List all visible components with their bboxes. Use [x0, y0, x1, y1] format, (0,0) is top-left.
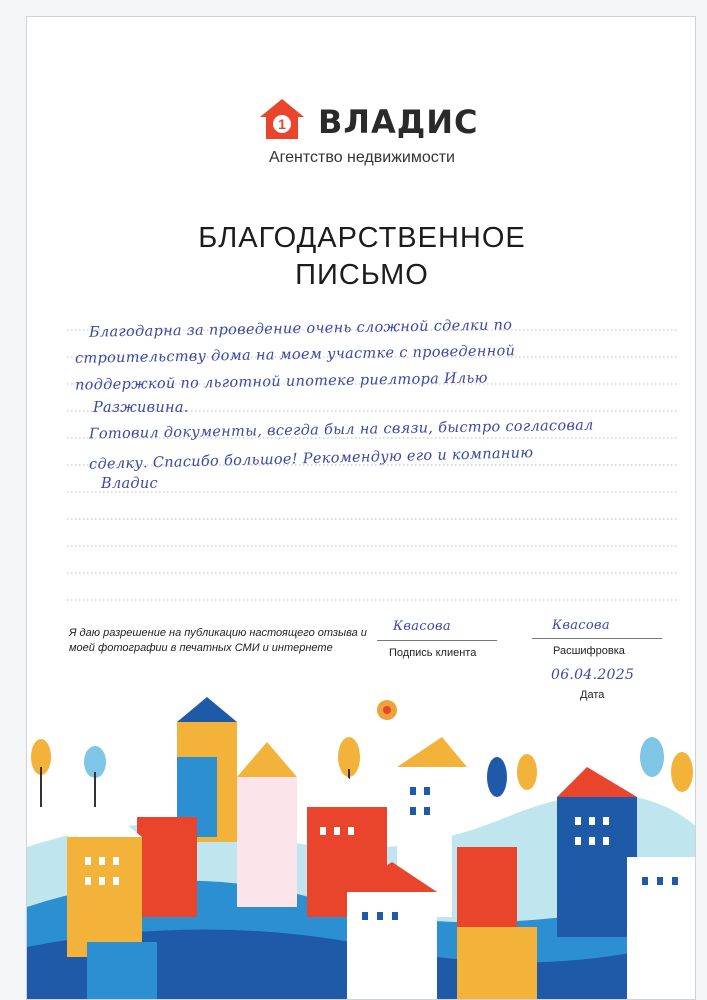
title-line-2: ПИСЬМО — [295, 259, 429, 291]
logo-digit: 1 — [278, 116, 286, 132]
date-label: Дата — [580, 689, 605, 701]
consent-text: Я даю разрешение на публикацию настоящего отзыва и моей фотографии в печатных СМИ и интернете — [69, 627, 367, 654]
letter-line: сделку. Спасибо большое! Рекомендую его и компанию — [88, 445, 534, 473]
brand-name: ВЛАДИС — [318, 103, 479, 141]
decode-label: Расшифровка — [553, 645, 625, 657]
date-value: 06.04.2025 — [551, 667, 635, 683]
letter-line: Готовил документы, всегда был на связи, быстро согласовал — [88, 417, 594, 443]
letter-line: поддержкой по льготной ипотеке риелтора Илью — [74, 370, 488, 394]
signature-line — [377, 640, 497, 641]
signature-label: Подпись клиента — [389, 647, 477, 659]
letter-line: Владис — [101, 476, 158, 492]
ruled-lines — [67, 17, 677, 617]
title-line-1: БЛАГОДАРСТВЕННОЕ — [198, 222, 526, 254]
city-illustration — [27, 697, 696, 1000]
letter-line: Разживина. — [93, 400, 189, 416]
letter-line: Благодарна за проведение очень сложной сделки по — [88, 317, 513, 341]
agency-subtitle: Агентство недвижимости — [269, 149, 455, 166]
client-signature: Квасова — [393, 619, 451, 634]
letter-line: строительству дома на моем участке с проведенной — [74, 343, 516, 367]
decode-value: Квасова — [552, 618, 610, 633]
decode-line — [532, 638, 662, 639]
letter-page — [26, 16, 696, 1000]
